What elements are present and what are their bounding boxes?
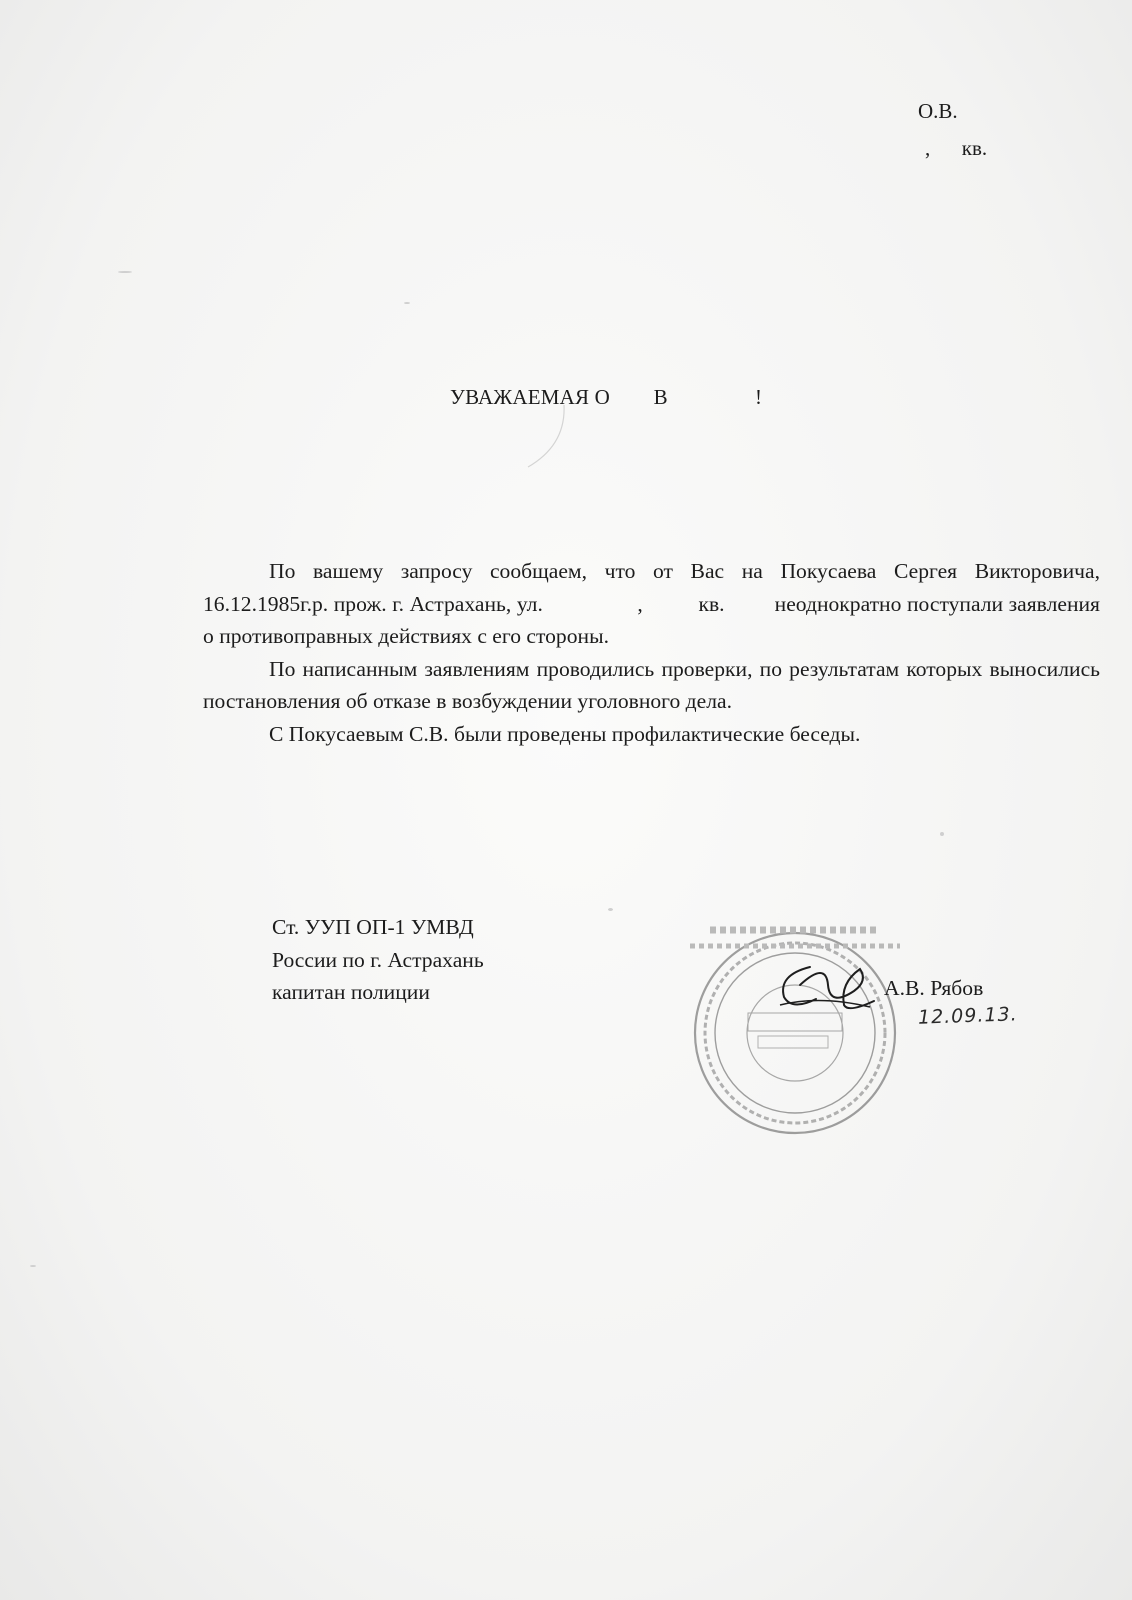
handwritten-date: 12.09.13. <box>917 1003 1019 1029</box>
official-stamp <box>680 918 910 1148</box>
recipient-address: , кв. <box>925 136 988 160</box>
paper-mark <box>404 302 410 304</box>
paper-mark <box>608 908 613 911</box>
greeting: УВАЖАЕМАЯ О В ! <box>450 385 763 409</box>
letter-body <box>203 555 1106 750</box>
paper-mark <box>118 271 132 273</box>
signer-position-line1: Ст. УУП ОП-1 УМВД <box>272 915 474 939</box>
signer-position-line2: России по г. Астрахань <box>272 947 484 972</box>
paragraph-1: По вашему запросу сообщаем, что от Вас на Покусаева Сергея Викторовича, 16.12.1985г.р. прож. г. Астрахань, ул. , кв. неоднократно поступали заявления о противоправных действиях с его стороны. <box>203 559 1106 648</box>
signer-rank: капитан полиции <box>272 980 430 1004</box>
paragraph-2: По написанным заявлениям проводились проверки, по результатам которых выносились постановления об отказе в возбуждении уголовного дела. <box>203 656 1100 713</box>
handwritten-signature <box>770 955 880 1025</box>
signer-name: А.В. Рябов <box>884 976 984 1000</box>
paragraph-3: С Покусаевым С.В. были проведены профилактические беседы. <box>269 721 861 746</box>
signature-block <box>272 911 484 1009</box>
paper-mark <box>940 832 944 836</box>
paper-fold-mark <box>520 405 570 475</box>
paper-mark <box>30 1265 36 1267</box>
recipient-initials: О.В. <box>918 99 958 123</box>
